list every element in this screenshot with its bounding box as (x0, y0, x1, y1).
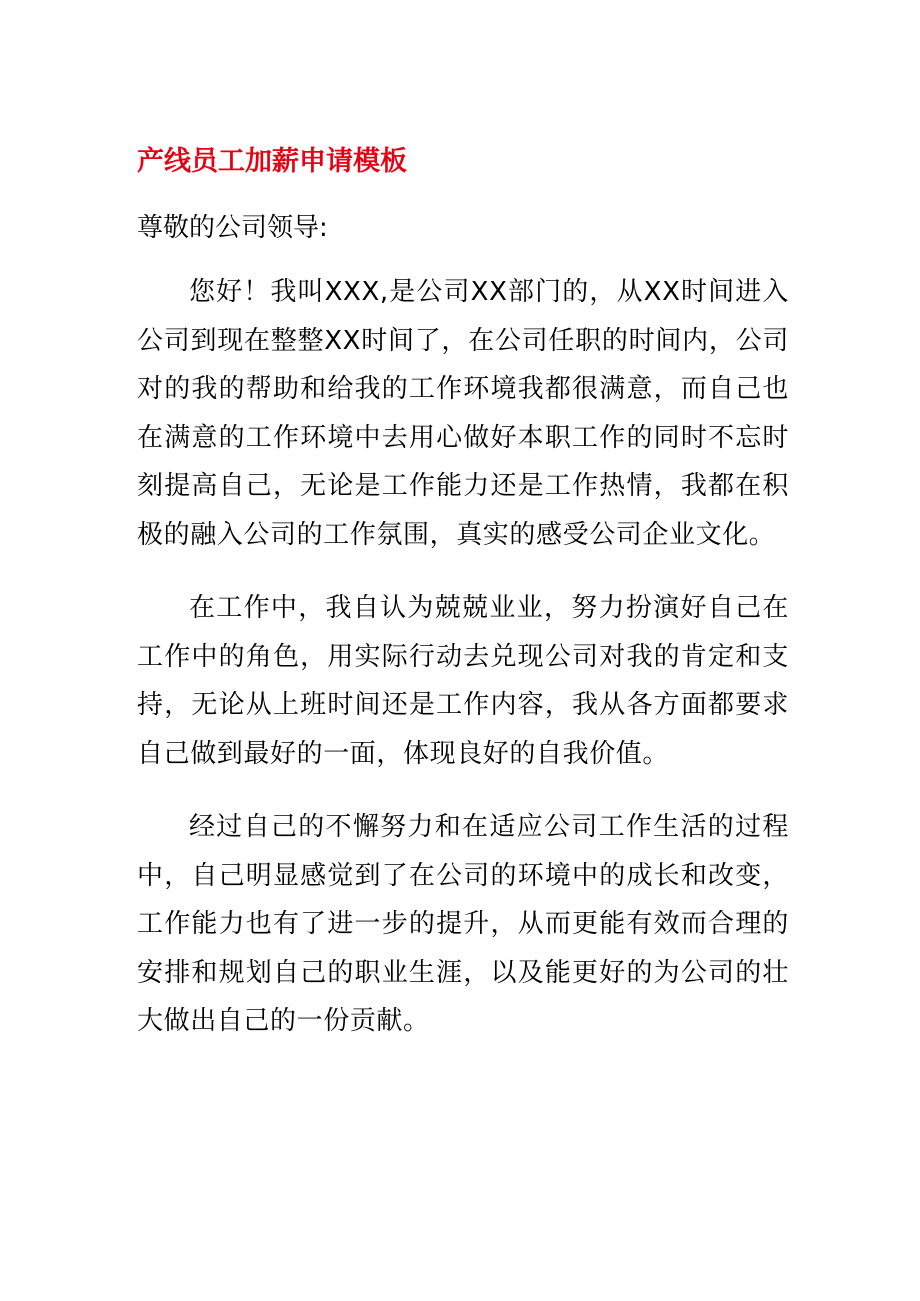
document-body (137, 140, 789, 1071)
paragraph-work-attitude: 在工作中，我自认为兢兢业业，努力扮演好自己在工作中的角色，用实际行动去兑现公司对我的肯定和支持，无论从上班时间还是工作内容，我从各方面都要求自己做到最好的一面，体现良好的自我价值。 (137, 593, 789, 769)
paragraph-growth: 经过自己的不懈努力和在适应公司工作生活的过程中，自己明显感觉到了在公司的环境中的成长和改变，工作能力也有了进一步的提升，从而更能有效而合理的安排和规划自己的职业生涯，以及能更好的为公司的壮大做出自己的一份贡献。 (137, 812, 789, 1036)
paragraph-intro: 您好！我叫XXX,是公司XX部门的，从XX时间进入公司到现在整整XX时间了，在公司任职的时间内，公司对的我的帮助和给我的工作环境我都很满意，而自己也在满意的工作环境中去用心做好本职工作的同时不忘时刻提高自己，无论是工作能力还是工作热情，我都在积极的融入公司的工作氛围，真实的感受公司企业文化。 (137, 277, 789, 550)
salutation: 尊敬的公司领导: (137, 213, 328, 243)
document-title: 产线员工加薪申请模板 (137, 146, 407, 177)
